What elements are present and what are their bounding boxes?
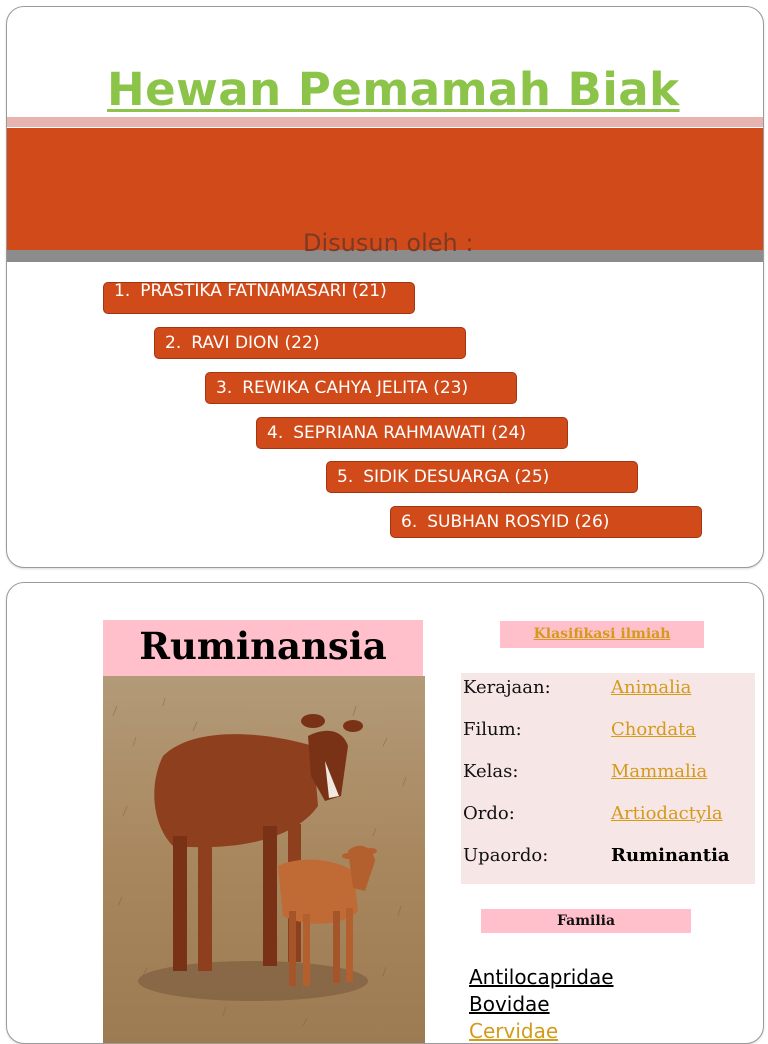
familia-label: Familia <box>481 909 691 933</box>
subtitle-disusun-oleh: Disusun oleh : <box>303 229 474 257</box>
author-name: SIDIK DESUARGA (25) <box>363 467 550 487</box>
family-link-bovidae[interactable]: Bovidae <box>469 992 550 1016</box>
decorative-band-pink <box>7 117 763 127</box>
cow-and-calf-photo <box>103 676 425 1044</box>
row-key: Upaordo: <box>463 845 549 866</box>
slide-heading: Ruminansia <box>139 624 387 668</box>
heading-box <box>103 620 423 676</box>
author-item-4 <box>256 417 568 449</box>
author-name: PRASTIKA FATNAMASARI (21) <box>140 282 387 301</box>
author-item-1 <box>103 282 415 314</box>
author-item-3 <box>205 372 517 404</box>
slide-title[interactable] <box>6 6 764 568</box>
classification-table <box>461 673 755 884</box>
author-number: 5. <box>337 467 354 487</box>
slide-title-text: Hewan Pemamah Biak <box>107 63 680 116</box>
row-key: Kelas: <box>463 761 519 782</box>
row-value-link[interactable]: Chordata <box>611 719 697 740</box>
family-link-antilocapridae[interactable]: Antilocapridae <box>469 965 614 989</box>
author-number: 2. <box>165 333 182 353</box>
family-link-cervidae[interactable]: Cervidae <box>469 1019 559 1043</box>
row-key: Filum: <box>463 719 522 740</box>
row-key: Kerajaan: <box>463 677 551 698</box>
author-item-6 <box>390 506 702 538</box>
row-key: Ordo: <box>463 803 515 824</box>
row-value-link[interactable]: Artiodactyla <box>611 803 723 824</box>
author-name: SEPRIANA RAHMAWATI (24) <box>293 423 527 443</box>
author-name: SUBHAN ROSYID (26) <box>427 512 610 532</box>
author-number: 3. <box>216 378 233 398</box>
slide-ruminansia[interactable] <box>6 582 764 1044</box>
author-item-5 <box>326 461 638 493</box>
row-value-link[interactable]: Mammalia <box>611 761 708 782</box>
author-name: REWIKA CAHYA JELITA (23) <box>242 378 469 398</box>
author-number: 1. <box>114 282 131 301</box>
row-value: Ruminantia <box>611 845 730 866</box>
klasifikasi-ilmiah-link[interactable]: Klasifikasi ilmiah <box>500 621 704 648</box>
author-name: RAVI DION (22) <box>191 333 320 353</box>
author-number: 4. <box>267 423 284 443</box>
row-value-link[interactable]: Animalia <box>611 677 692 698</box>
author-number: 6. <box>401 512 418 532</box>
author-item-2 <box>154 327 466 359</box>
